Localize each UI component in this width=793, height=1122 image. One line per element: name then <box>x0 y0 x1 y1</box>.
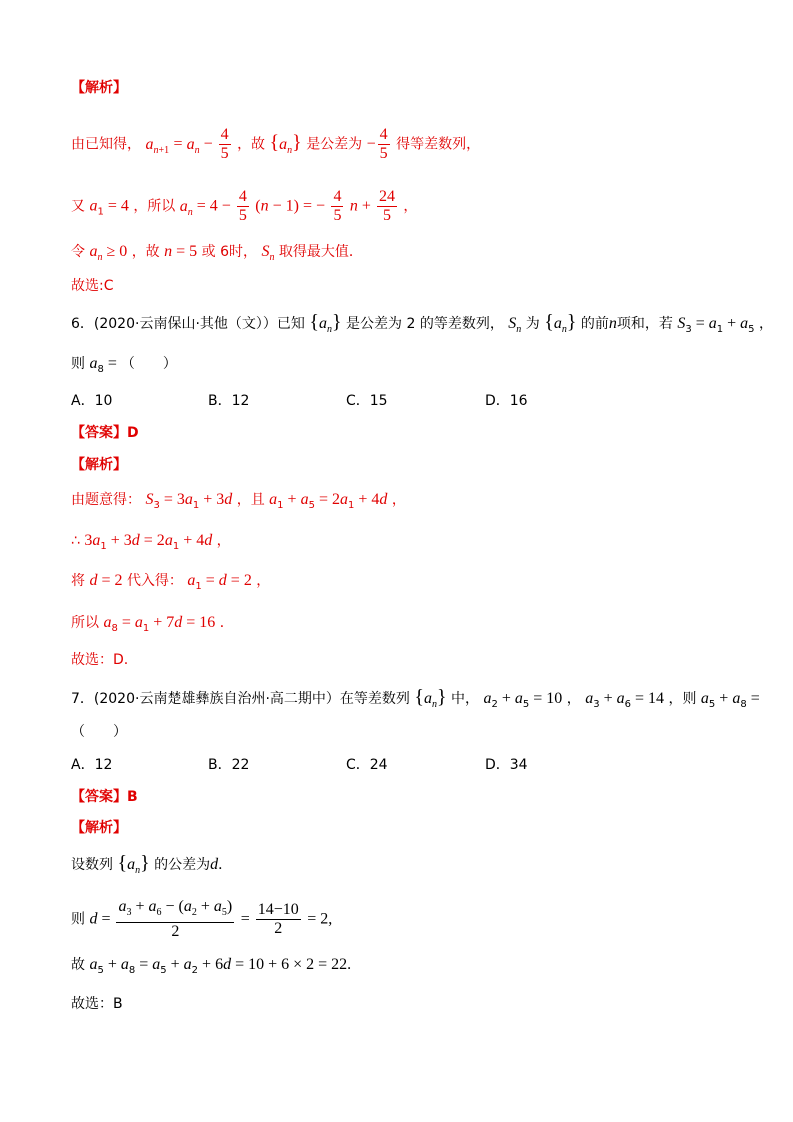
solution-line-max: 令 $a_n \ge 0$ ，故 n = 5 或 6时， $S_n$ 取得最大值． <box>71 243 363 263</box>
solution-line-recurrence: 由已知得， $a_{n+1} = a_n$ − $\frac{4}{5}$ ，故 $\{a_n\}$ 是公差为 − $\frac{4}{5}$ 得等差数列， <box>71 126 481 162</box>
q6-final: 故选：D. <box>71 652 129 668</box>
solution-line-general-term: 又 $a_1 = 4$ ，所以 $a_n = 4$ − $\frac{4}{5}$ (n − 1) = − $\frac{4}{5}$ n + $\frac{24}{5}$ ， <box>71 188 418 224</box>
q6-solution-line2: ∴ $3a_1 + 3d = 2a_1 + 4d$ ， <box>71 532 231 552</box>
q6-jiexi-label: 【解析】 <box>71 457 127 473</box>
q7-option-d: D．34 <box>485 757 528 773</box>
question-7-stem: 7．(2020·云南楚雄彝族自治州·高二期中）在等差数列 $\{a_n\}$ 中， $a_2 + a_5 = 10$ ， $a_3 + a_6 = 14$ ，则 $a_5 + a_8$ = <box>71 686 760 710</box>
q7-solution-line3: 故 $a_5 + a_8 = a_5 + a_2 + 6d = 10 + 6 \times 2 = 22$. <box>71 956 352 976</box>
q6-option-c: C．15 <box>346 393 388 409</box>
q6-solution-line1: 由题意得： $S_3 = 3a_1 + 3d$ ，且 $a_1 + a_5 = 2a_1 + 4d$ ， <box>71 491 406 511</box>
q7-solution-line1: 设数列 $\{a_n\}$ 的公差为d． <box>71 852 233 876</box>
q6-answer-label: 【答案】D <box>71 425 139 441</box>
q6-option-b: B．12 <box>208 393 250 409</box>
q7-final: 故选：B <box>71 996 123 1012</box>
question-6-stem: 6．(2020·云南保山·其他（文））已知 $\{a_n\}$ 是公差为 2 的等差数列， $S_n$ 为 $\{a_n\}$ 的前n项和，若 $S_3 = a_1 + a_5$ ， <box>71 311 773 335</box>
q7-answer-label: 【答案】B <box>71 789 138 805</box>
q6-solution-line3: 将 d = 2 代入得： $a_1 = d = 2$ ， <box>71 572 271 592</box>
q6-option-d: D．16 <box>485 393 528 409</box>
q7-jiexi-label: 【解析】 <box>71 820 127 836</box>
question-7-stem-line2: （ ） <box>71 724 127 740</box>
answer-line-1: 故选:C <box>71 278 114 294</box>
q7-option-a: A．12 <box>71 757 113 773</box>
q6-solution-line4: 所以 $a_8 = a_1 + 7d = 16$ ． <box>71 614 234 634</box>
q7-option-c: C．24 <box>346 757 388 773</box>
q7-option-b: B．22 <box>208 757 250 773</box>
jiexi-label-1: 【解析】 <box>71 80 127 96</box>
q7-solution-line2: 则 d = $\frac{a_3 + a_6 - (a_2 + a_5)}{2}$ = $\frac{14-10}{2}$ = 2, <box>71 898 333 940</box>
q6-option-a: A．10 <box>71 393 113 409</box>
question-6-stem-line2: 则 $a_8$ = （ ） <box>71 355 177 375</box>
